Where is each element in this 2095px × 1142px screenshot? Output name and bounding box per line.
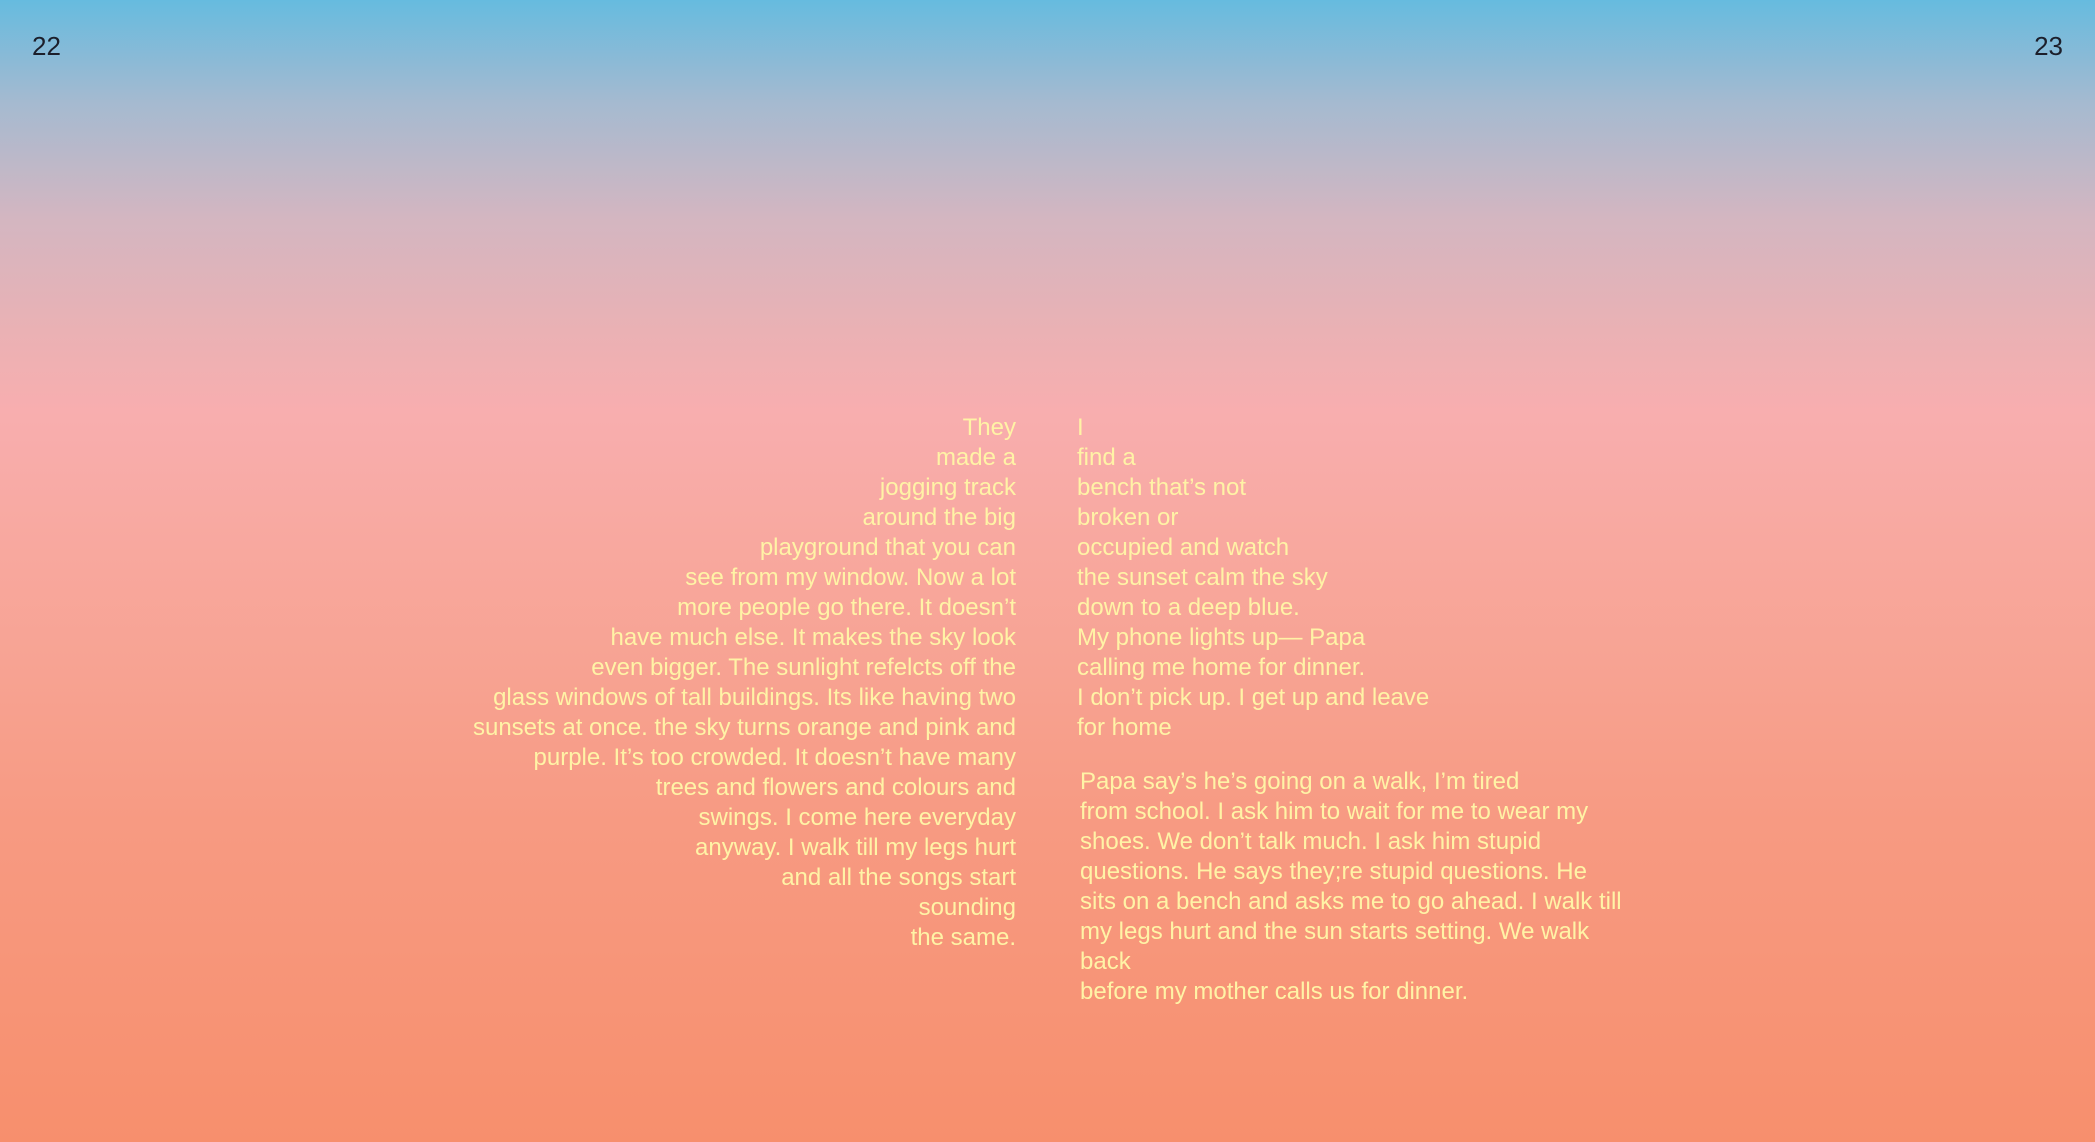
poem-line: even bigger. The sunlight refelcts off the [591, 654, 1016, 681]
poem-line: sunsets at once. the sky turns orange and pink and [472, 714, 1016, 741]
paragraph-line: from school. I ask him to wait for me to wear my [1080, 798, 1589, 825]
page-number-left: 22 [32, 31, 61, 61]
poem-line: I [1077, 414, 1084, 441]
right-paragraph [1080, 767, 1622, 1007]
poem-line: bench that’s not [1077, 474, 1247, 501]
poem-line: trees and flowers and colours and [655, 774, 1016, 801]
paragraph-line: my legs hurt and the sun starts setting. We walk [1080, 918, 1590, 945]
paragraph-line: before my mother calls us for dinner. [1080, 978, 1469, 1005]
paragraph-line: Papa say’s he’s going on a walk, I’m tired [1080, 768, 1520, 795]
poem-line: see from my window. Now a lot [685, 564, 1016, 591]
left-poem [473, 413, 1016, 953]
poem-line: the sunset calm the sky [1077, 564, 1328, 591]
right-poem [1077, 413, 1429, 743]
poem-line: I don’t pick up. I get up and leave [1077, 684, 1430, 711]
paragraph-line: back [1080, 948, 1131, 975]
poem-line: occupied and watch [1077, 534, 1290, 561]
poem-line: broken or [1077, 504, 1179, 531]
paragraph-line: sits on a bench and asks me to go ahead. I walk till [1080, 888, 1622, 915]
poem-line: for home [1077, 714, 1172, 741]
paragraph-line: shoes. We don’t talk much. I ask him stupid [1080, 828, 1542, 855]
poem-line: around the big [862, 504, 1016, 531]
poem-line: jogging track [879, 474, 1016, 501]
poem-line: made a [935, 444, 1016, 471]
poem-line: have much else. It makes the sky look [610, 624, 1016, 651]
poem-line: glass windows of tall buildings. Its like having two [493, 684, 1016, 711]
poem-line: calling me home for dinner. [1077, 654, 1366, 681]
poem-line: My phone lights up— Papa [1077, 624, 1366, 651]
page-number-right: 23 [2034, 31, 2063, 61]
poem-line: the same. [910, 924, 1016, 951]
poem-line: more people go there. It doesn’t [677, 594, 1016, 621]
poem-line: and all the songs start [781, 864, 1016, 891]
paragraph-line: questions. He says they;re stupid questions. He [1080, 858, 1587, 885]
poem-line: They [962, 414, 1016, 441]
poem-line: swings. I come here everyday [698, 804, 1016, 831]
poem-line: playground that you can [759, 534, 1016, 561]
poem-line: sounding [918, 894, 1016, 921]
poem-line: find a [1077, 444, 1136, 471]
poem-line: purple. It’s too crowded. It doesn’t have many [533, 744, 1016, 771]
poem-line: down to a deep blue. [1077, 594, 1300, 621]
poem-line: anyway. I walk till my legs hurt [695, 834, 1016, 861]
